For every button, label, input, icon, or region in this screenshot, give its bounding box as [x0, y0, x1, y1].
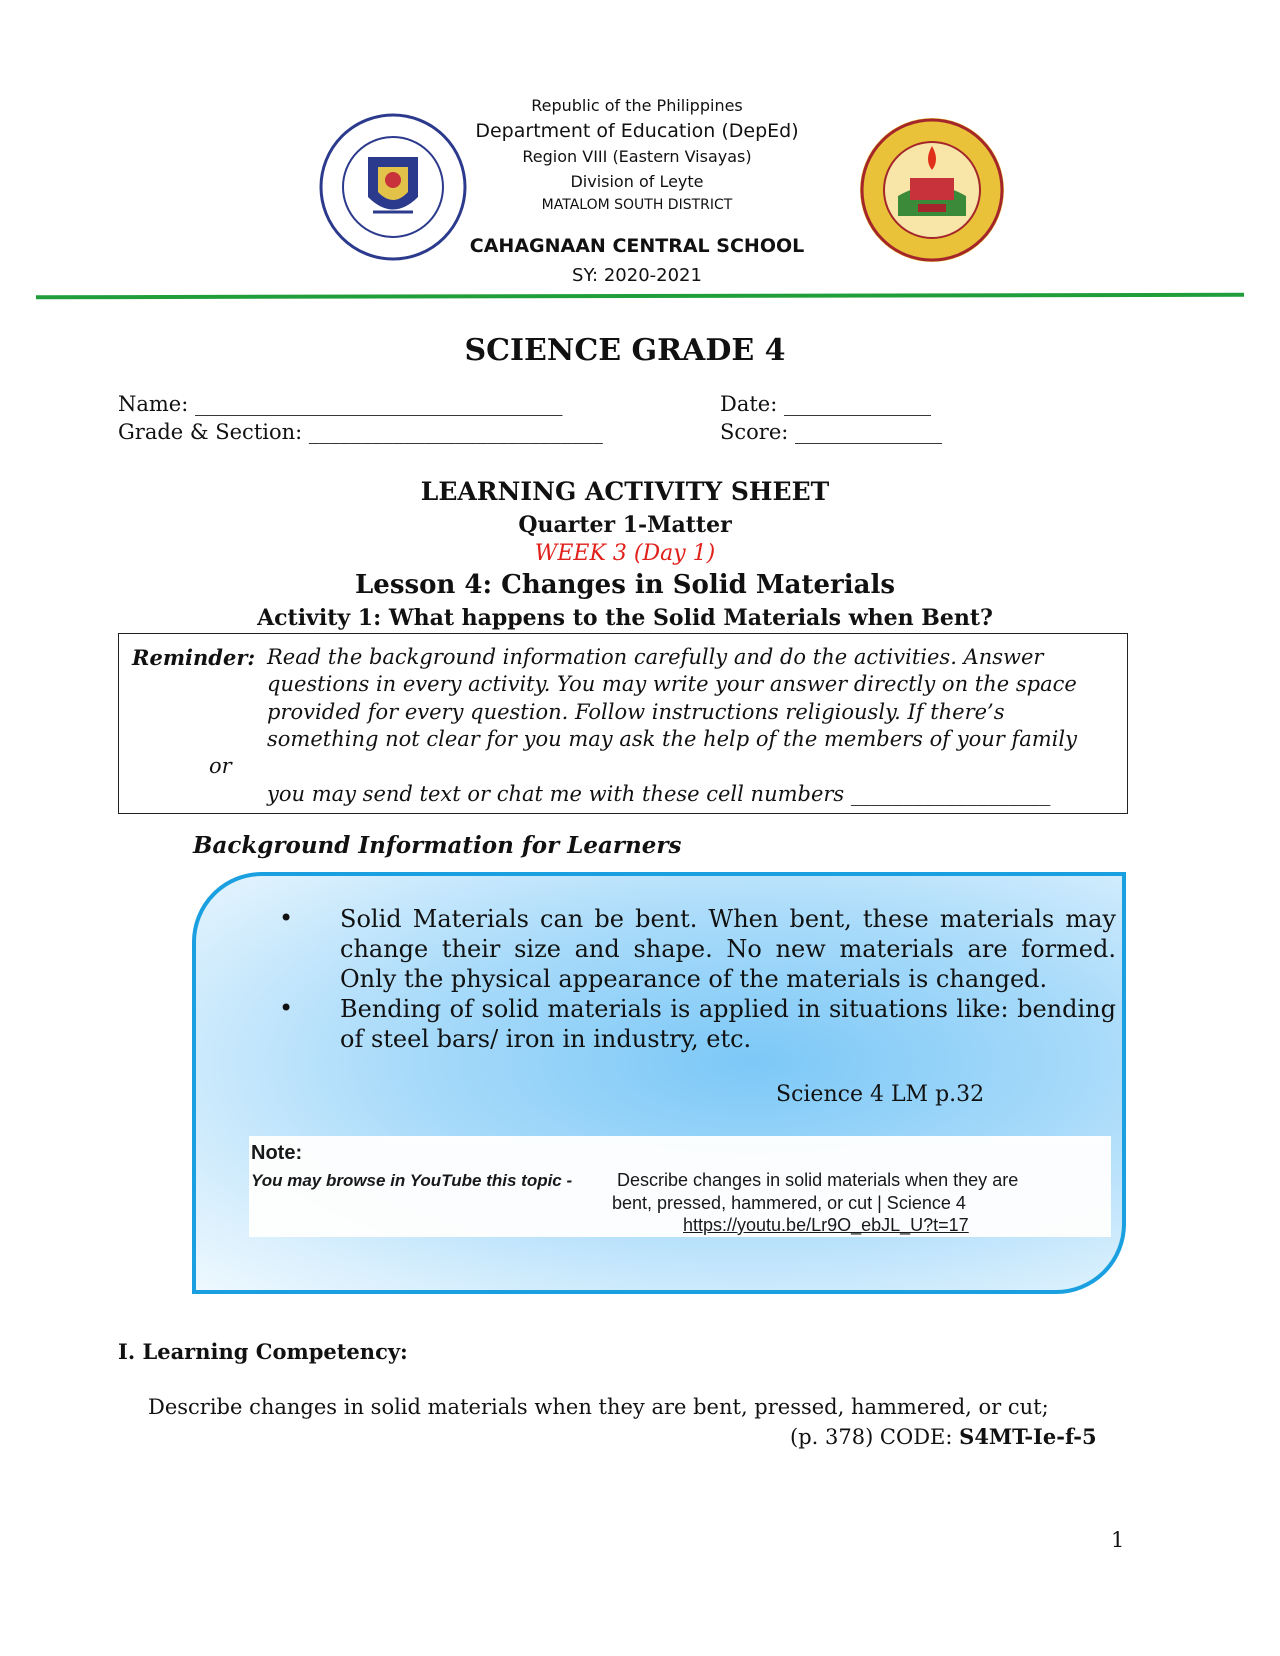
- reminder-line: provided for every question. Follow instructions religiously. If there’s: [267, 700, 1005, 724]
- page-number: 1: [1111, 1528, 1125, 1552]
- reminder-or: or: [209, 754, 232, 778]
- header-divider: [36, 293, 1244, 300]
- competency-text: Describe changes in solid materials when they are bent, pressed, hammered, or cut;: [148, 1395, 1049, 1419]
- reminder-line: something not clear for you may ask the help of the members of your family: [267, 727, 1077, 751]
- lesson-title: Lesson 4: Changes in Solid Materials: [355, 570, 895, 600]
- note-box: [249, 1136, 1111, 1237]
- youtube-link[interactable]: https://youtu.be/Lr9O_ebJL_U?t=17: [683, 1215, 969, 1235]
- competency-reference: [790, 1424, 1097, 1449]
- competency-code: S4MT-Ie-f-5: [959, 1424, 1097, 1449]
- competency-heading: I. Learning Competency:: [118, 1339, 408, 1364]
- bullet-icon: •: [279, 994, 294, 1022]
- header-school: CAHAGNAAN CENTRAL SCHOOL: [469, 235, 805, 257]
- note-prefix: You may browse in YouTube this topic -: [251, 1171, 573, 1190]
- competency-ref: (p. 378) CODE:: [790, 1425, 953, 1449]
- header-republic: Republic of the Philippines: [531, 96, 743, 115]
- name-field[interactable]: Name: ___________________________________: [118, 392, 563, 416]
- grade-section-field[interactable]: Grade & Section: ____________________________: [118, 420, 603, 444]
- page-title: SCIENCE GRADE 4: [464, 333, 786, 368]
- reminder-label: Reminder:: [132, 645, 256, 670]
- background-heading: Background Information for Learners: [193, 832, 682, 859]
- header-department: Department of Education (DepEd): [475, 120, 799, 142]
- header-division: Division of Leyte: [570, 172, 704, 191]
- header-school-year: SY: 2020-2021: [572, 265, 702, 286]
- source-citation: Science 4 LM p.32: [776, 1082, 985, 1107]
- sheet-heading: LEARNING ACTIVITY SHEET: [420, 477, 830, 506]
- note-topic-line: Describe changes in solid materials when they are: [617, 1170, 1019, 1190]
- background-bullet: Bending of solid materials is applied in situations like: bending of steel bars/ iron in industry, etc.: [340, 995, 1116, 1053]
- reminder-contact-line: you may send text or chat me with these cell numbers ___________________: [267, 782, 1051, 806]
- reminder-box: [118, 633, 1128, 814]
- score-field[interactable]: Score: ______________: [720, 420, 943, 444]
- date-field[interactable]: Date: ______________: [720, 392, 931, 416]
- week-label: WEEK 3 (Day 1): [534, 541, 716, 566]
- note-topic-line: bent, pressed, hammered, or cut | Science 4: [612, 1193, 966, 1213]
- quarter-label: Quarter 1-Matter: [518, 512, 732, 538]
- header-region: Region VIII (Eastern Visayas): [522, 147, 752, 166]
- background-bullet: Solid Materials can be bent. When bent, these materials may change their size and shape. No new materials are formed. Only the physical appearance of the materials is changed.: [340, 905, 1116, 993]
- note-label: Note:: [251, 1142, 303, 1164]
- header-district: MATALOM SOUTH DISTRICT: [541, 197, 733, 213]
- reminder-line: questions in every activity. You may write your answer directly on the space: [267, 672, 1077, 696]
- bullet-icon: •: [279, 904, 294, 932]
- reminder-line: Read the background information carefully and do the activities. Answer: [267, 645, 1044, 669]
- activity-title: Activity 1: What happens to the Solid Materials when Bent?: [257, 605, 993, 631]
